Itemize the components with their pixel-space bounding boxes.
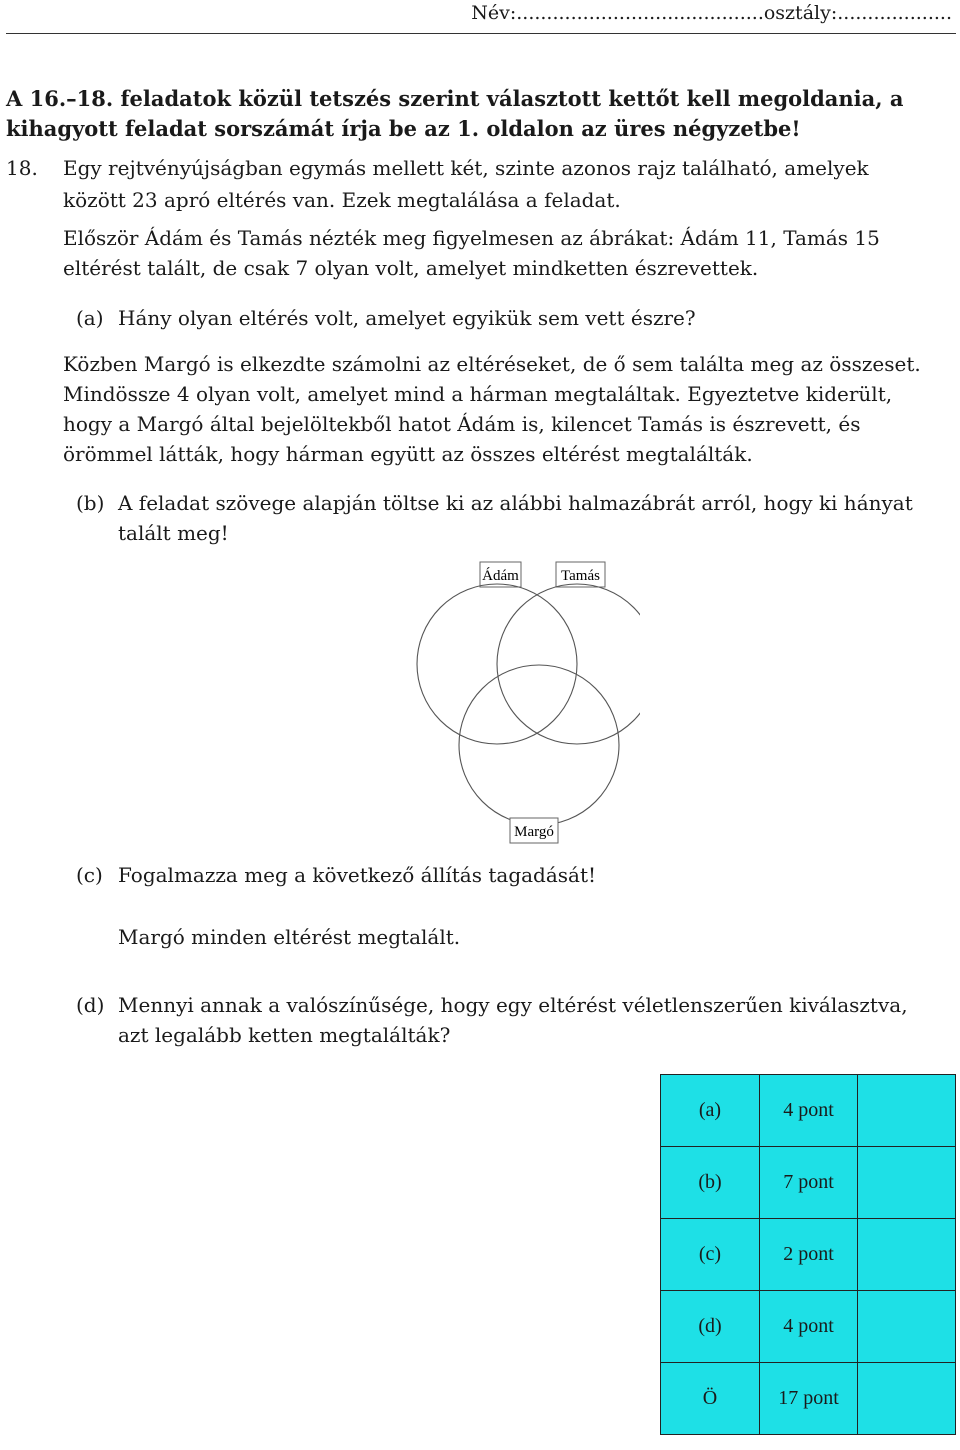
venn-label-adam: Ádám bbox=[482, 568, 519, 584]
task-number: 18. bbox=[6, 156, 38, 180]
part-c-statement: Margó minden eltérést megtalált. bbox=[118, 925, 461, 949]
score-earned-cell[interactable] bbox=[858, 1219, 956, 1291]
part-a-label: (a) bbox=[76, 306, 104, 330]
venn-label-margo: Margó bbox=[514, 824, 554, 840]
score-row bbox=[661, 1147, 956, 1219]
score-points-cell: 4 pont bbox=[760, 1291, 858, 1363]
para2-line-2: Mindössze 4 olyan volt, amelyet mind a hárman megtaláltak. Egyeztetve kiderült, bbox=[63, 382, 893, 406]
para1-line-2: eltérést talált, de csak 7 olyan volt, amelyet mindketten észrevettek. bbox=[63, 256, 759, 280]
score-earned-cell[interactable] bbox=[858, 1075, 956, 1147]
part-b-line-2: talált meg! bbox=[118, 521, 229, 545]
score-total-points-cell: 17 pont bbox=[760, 1363, 858, 1435]
part-b-line-1: A feladat szövege alapján töltse ki az alábbi halmazábrát arról, hogy ki hányat bbox=[118, 491, 913, 515]
para2-line-1: Közben Margó is elkezdte számolni az eltéréseket, de ő sem találta meg az összeset. bbox=[63, 352, 921, 376]
part-d-line-2: azt legalább ketten megtalálták? bbox=[118, 1023, 451, 1047]
score-points-cell: 2 pont bbox=[760, 1219, 858, 1291]
part-c-label: (c) bbox=[76, 863, 103, 887]
intro-line-2: kihagyott feladat sorszámát írja be az 1. oldalon az üres négyzetbe! bbox=[6, 116, 801, 141]
task-line-1: Egy rejtvényújságban egymás mellett két, szinte azonos rajz található, amelyek bbox=[63, 156, 869, 180]
score-points-cell: 7 pont bbox=[760, 1147, 858, 1219]
score-table bbox=[660, 1074, 956, 1435]
score-part-cell: (d) bbox=[661, 1291, 760, 1363]
part-c-question: Fogalmazza meg a következő állítás tagadását! bbox=[118, 863, 597, 887]
score-earned-cell[interactable] bbox=[858, 1147, 956, 1219]
header-rule bbox=[6, 33, 956, 34]
task-line-2: között 23 apró eltérés van. Ezek megtalálása a feladat. bbox=[63, 188, 621, 212]
score-row bbox=[661, 1219, 956, 1291]
score-points-cell: 4 pont bbox=[760, 1075, 858, 1147]
score-part-cell: (b) bbox=[661, 1147, 760, 1219]
intro-line-1: A 16.–18. feladatok közül tetszés szerint választott kettőt kell megoldania, a bbox=[6, 86, 904, 111]
score-total-earned-cell[interactable] bbox=[858, 1363, 956, 1435]
part-d-label: (d) bbox=[76, 993, 105, 1017]
venn-label-tamas: Tamás bbox=[561, 568, 600, 584]
part-d-line-1: Mennyi annak a valószínűsége, hogy egy eltérést véletlenszerűen kiválasztva, bbox=[118, 993, 908, 1017]
para1-line-1: Először Ádám és Tamás nézték meg figyelmesen az ábrákat: Ádám 11, Tamás 15 bbox=[63, 226, 880, 250]
score-part-cell: (a) bbox=[661, 1075, 760, 1147]
score-row bbox=[661, 1291, 956, 1363]
name-class-header: Név:.........................................osztály:................... bbox=[471, 2, 952, 24]
para2-line-4: örömmel látták, hogy hárman együtt az összes eltérést megtalálták. bbox=[63, 442, 753, 466]
venn-diagram[interactable] bbox=[400, 555, 640, 845]
venn-circle-margo[interactable] bbox=[459, 665, 619, 825]
part-b-label: (b) bbox=[76, 491, 105, 515]
part-a-question: Hány olyan eltérés volt, amelyet egyikük sem vett észre? bbox=[118, 306, 696, 330]
score-earned-cell[interactable] bbox=[858, 1291, 956, 1363]
score-row bbox=[661, 1075, 956, 1147]
venn-circle-tamas[interactable] bbox=[497, 584, 640, 744]
para2-line-3: hogy a Margó által bejelöltekből hatot Ádám is, kilencet Tamás is észrevett, és bbox=[63, 412, 861, 436]
score-total-label-cell: Ö bbox=[661, 1363, 760, 1435]
score-part-cell: (c) bbox=[661, 1219, 760, 1291]
score-row-total bbox=[661, 1363, 956, 1435]
